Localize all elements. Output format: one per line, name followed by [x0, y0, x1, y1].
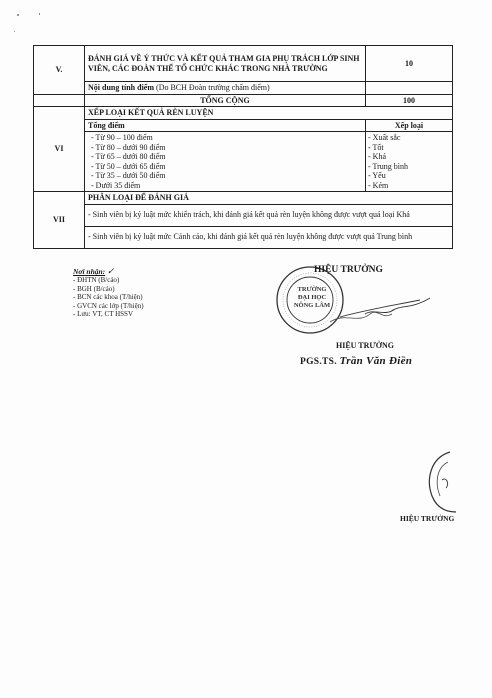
- section-vii-rule-row: [34, 204, 453, 226]
- rank-item: - Xuất sắc: [368, 133, 401, 142]
- section-v-content: [85, 82, 366, 95]
- total-blank: [34, 94, 85, 107]
- rank-item: - Kém: [368, 180, 389, 190]
- principal-name-line: [300, 355, 412, 367]
- content-label: Nội dung tính điểm: [88, 83, 155, 92]
- section-vi-header-row: [34, 119, 453, 132]
- total-row: [34, 94, 453, 107]
- rank-column-label: Xếp loại: [394, 120, 424, 130]
- recipients-block: [73, 268, 144, 318]
- rank-item: - Yếu: [368, 171, 386, 180]
- total-label: [85, 94, 366, 107]
- small-principal-title: HIỆU TRƯỞNG: [400, 514, 455, 523]
- rank-item: - Tốt: [368, 142, 384, 152]
- principal-subtitle: HIỆU TRƯỞNG: [336, 341, 395, 350]
- score-range: - Dưới 35 điểm: [91, 180, 141, 190]
- section-v-number: V.: [34, 46, 85, 95]
- recipient-item: - GVCN các lớp (T/hiện): [73, 301, 144, 310]
- section-vii-number: VII: [34, 192, 85, 249]
- section-vii-title: PHÂN LOẠI ĐỂ ĐÁNH GIÁ: [85, 192, 453, 205]
- rank-item: - Trung bình: [368, 161, 409, 171]
- rank-item: - Khá: [368, 152, 386, 161]
- section-vi-title: XẾP LOẠI KẾT QUẢ RÈN LUYỆN: [85, 107, 453, 120]
- section-vi-number: VI: [34, 107, 85, 192]
- score-range-list: [85, 132, 366, 192]
- rank-column-header: [366, 119, 453, 132]
- score-column-header: [85, 119, 366, 132]
- principal-heading: HIỆU TRƯỞNG: [314, 265, 383, 275]
- rank-list: [366, 132, 453, 192]
- recipient-item: - Lưu: VT, CT HSSV: [73, 310, 133, 319]
- section-vi-row: [34, 107, 453, 120]
- scan-speck: [14, 31, 15, 32]
- section-vii-rule-row: [34, 226, 453, 248]
- partial-stamp-mark: [442, 479, 448, 488]
- principal-name: Trần Văn Điền: [339, 355, 413, 367]
- rule-canh-cao: - Sinh viên bị kỷ luật mức Cảnh cáo, khi đánh giá kết quả rèn luyện không được vượt quá Trung bình: [85, 226, 453, 248]
- score-range: - Từ 80 – dưới 90 điểm: [91, 142, 166, 152]
- score-range: - Từ 90 – 100 điểm: [91, 133, 153, 142]
- scan-speck: [17, 14, 19, 16]
- recipients-heading-line: [73, 268, 144, 276]
- signature-stroke: [340, 298, 430, 317]
- recipient-item: - BGH (B/cáo): [73, 284, 115, 293]
- recipient-item: - BCN các khoa (T/hiện): [73, 293, 143, 302]
- score-range: - Từ 35 – dưới 50 điểm: [91, 171, 166, 180]
- section-vii-title-row: [34, 192, 453, 205]
- stamp-center-text: [292, 286, 332, 310]
- evaluation-table: [33, 45, 453, 249]
- signature-block: [270, 262, 450, 382]
- stamp-line: NÔNG LÂM: [293, 302, 331, 309]
- scan-speck: [39, 13, 40, 15]
- section-v-title: ĐÁNH GIÁ VỀ Ý THỨC VÀ KẾT QUẢ THAM GIA PHỤ TRÁCH LỚP SINH VIÊN, CÁC ĐOÀN THỂ TỔ CHỨC KHÁC TRONG NHÀ TRƯỜNG: [85, 46, 366, 82]
- rule-khien-trach: - Sinh viên bị kỷ luật mức khiển trách, khi đánh giá kết quả rèn luyện không được vượt quá loại Khá: [85, 204, 453, 226]
- partial-stamp: [420, 450, 460, 514]
- content-note: (Do BCH Đoàn trường chấm điểm): [156, 83, 270, 92]
- score-column-label: Tổng điểm: [88, 120, 125, 130]
- total-label-text: TỔNG CỘNG: [200, 95, 250, 105]
- initial-mark: ✓: [106, 267, 115, 277]
- section-v-max-score: 10: [366, 46, 453, 82]
- section-vi-list-row: [34, 132, 453, 192]
- partial-stamp-ring: [429, 452, 456, 512]
- recipients-heading: Nơi nhận:: [73, 267, 106, 276]
- section-v-content-score: [366, 82, 453, 95]
- stamp-line: ĐẠI HỌC: [297, 294, 327, 301]
- recipient-item: - ĐHTN (B/cáo): [73, 276, 120, 285]
- score-range: - Từ 50 – dưới 65 điểm: [91, 161, 166, 171]
- total-value: 100: [366, 94, 453, 107]
- score-range: - Từ 65 – dưới 80 điểm: [91, 152, 166, 161]
- principal-name-prefix: PGS.TS.: [300, 357, 337, 367]
- stamp-line: TRƯỜNG: [297, 286, 327, 293]
- section-v-row: [34, 46, 453, 82]
- section-v-content-row: [34, 82, 453, 95]
